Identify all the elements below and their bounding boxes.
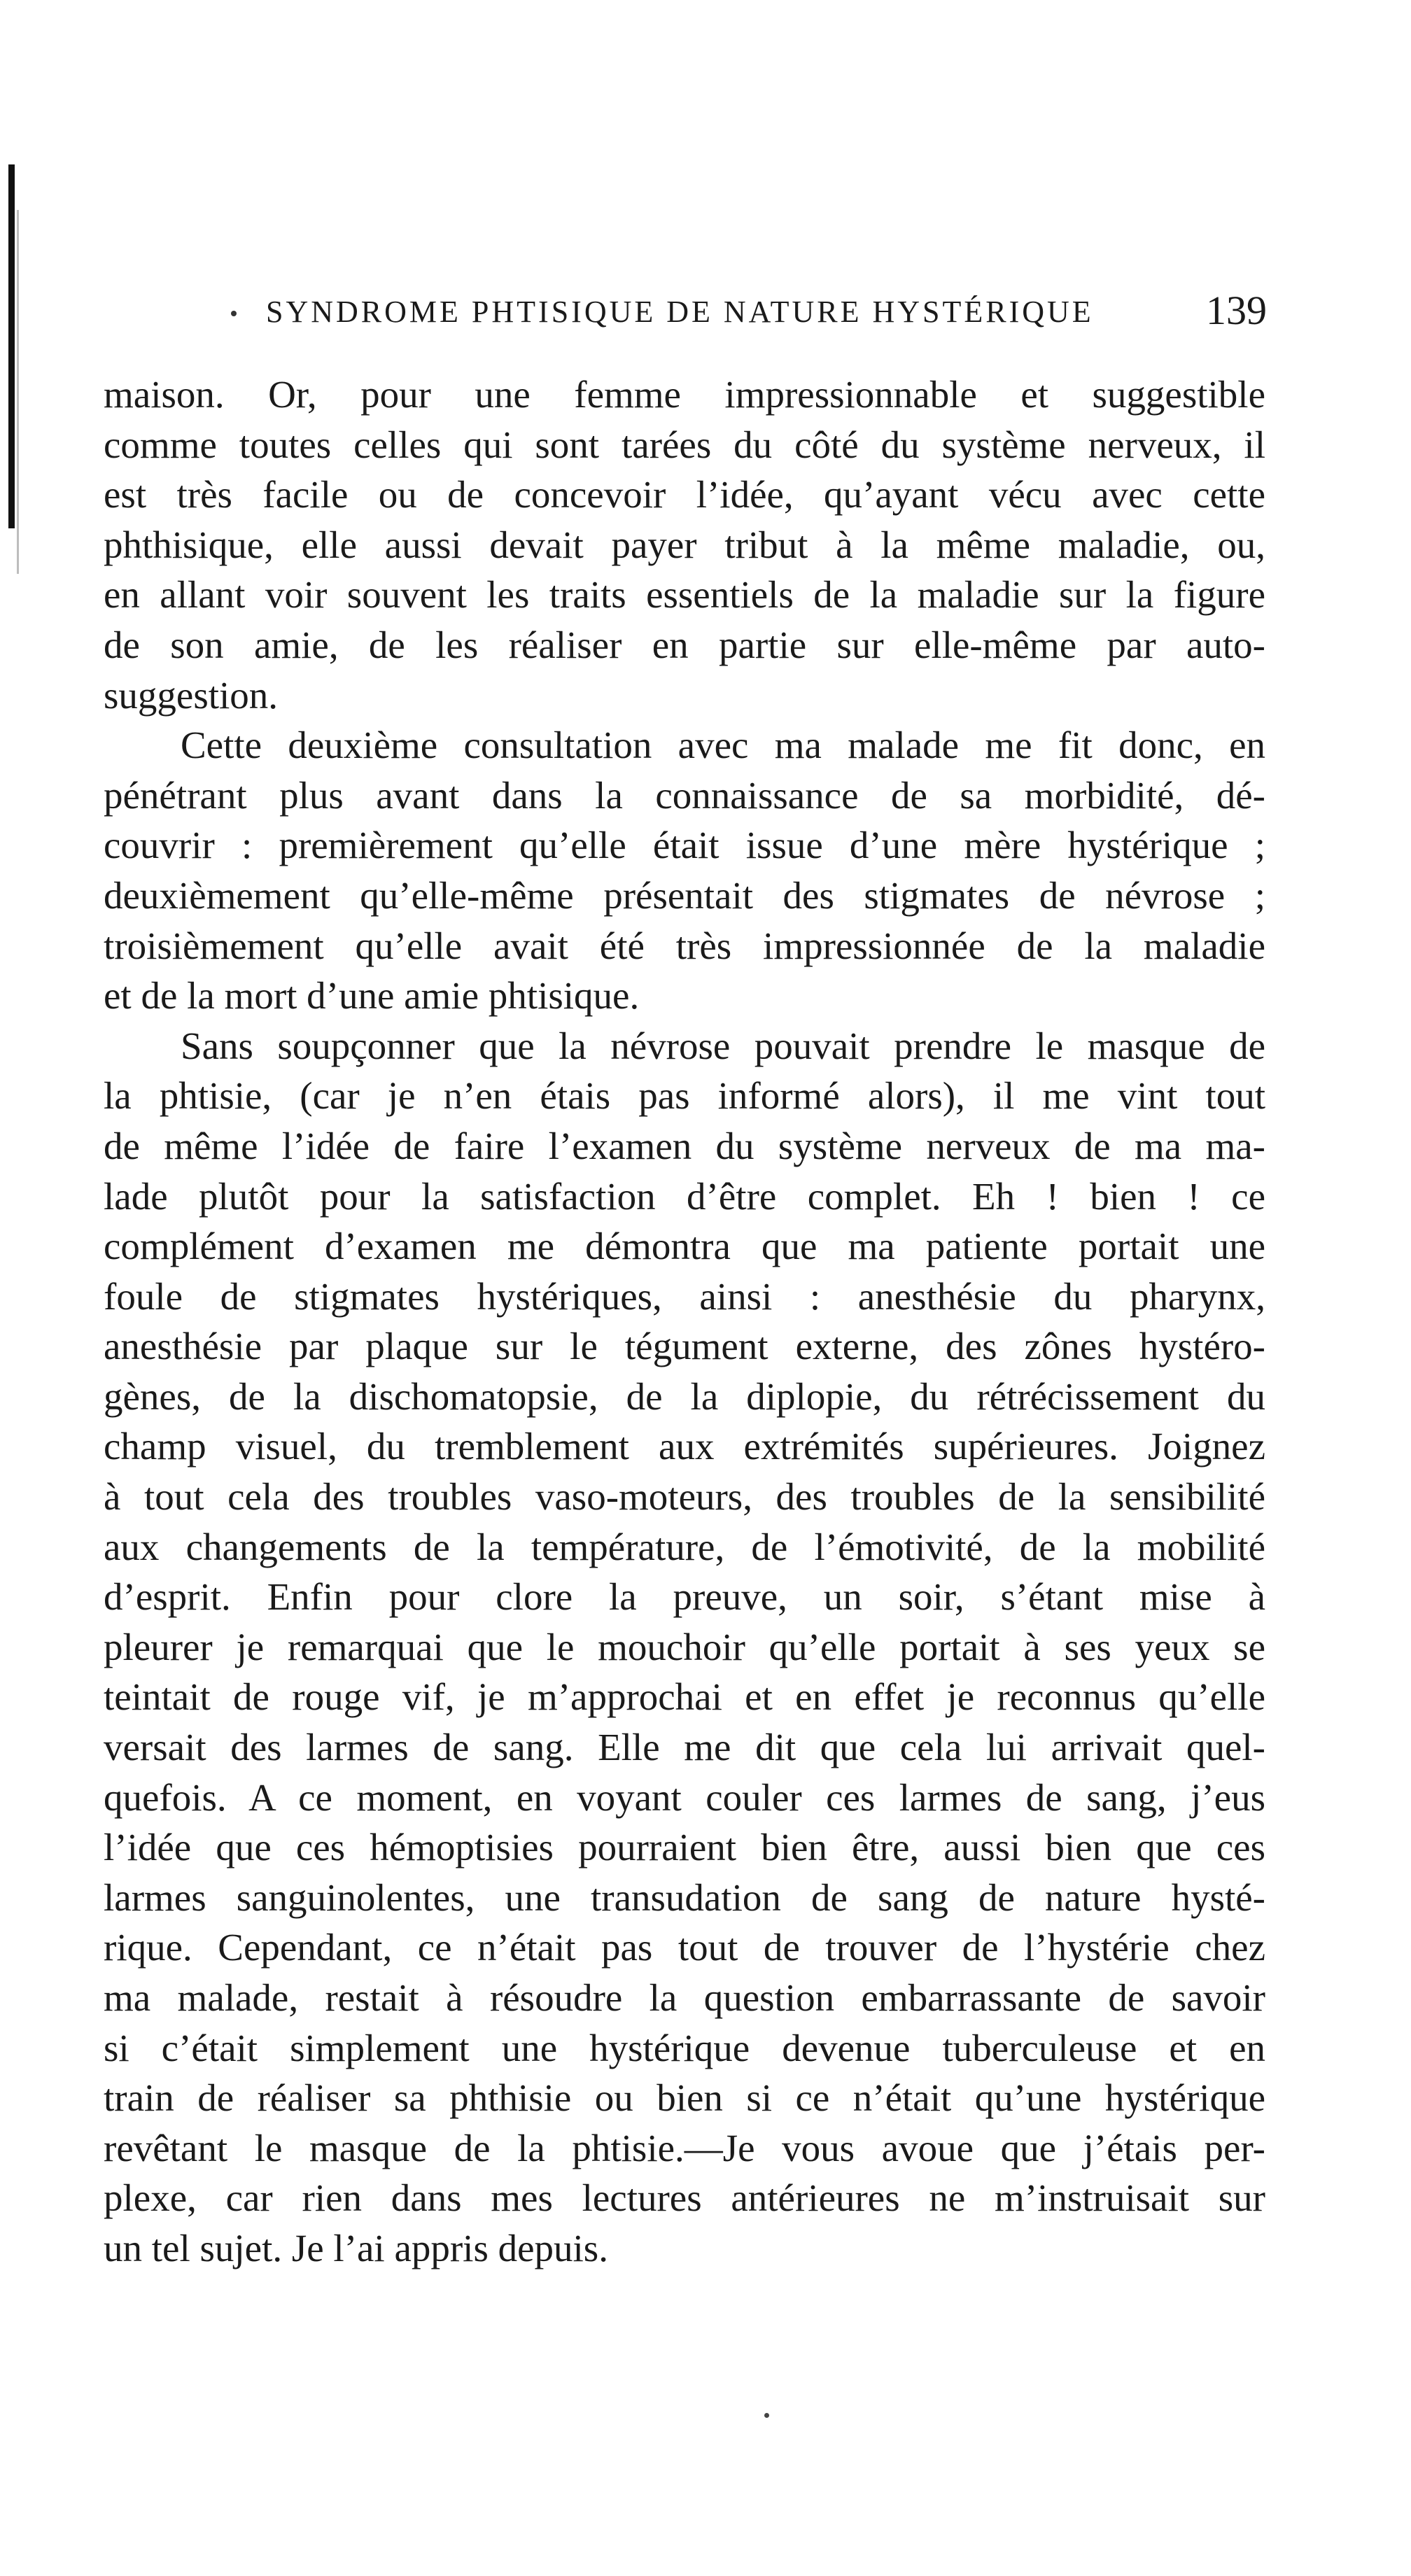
text-line: gènes, de la dischomatopsie, de la diplopie, du rétrécissement du — [104, 1374, 1265, 1418]
text-line: troisièmement qu’elle avait été très impressionnée de la maladie — [104, 924, 1265, 967]
text-line: de son amie, de les réaliser en partie sur elle-même par auto- — [104, 623, 1265, 666]
text-line: Sans soupçonner que la névrose pouvait prendre le masque de — [181, 1024, 1265, 1067]
running-title: SYNDROME PHTISIQUE DE NATURE HYSTÉRIQUE — [266, 295, 1094, 329]
text-line: teintait de rouge vif, je m’approchai et en effet je reconnus qu’elle — [104, 1675, 1265, 1719]
paragraph — [104, 720, 1265, 1021]
text-line: un tel sujet. Je l’ai appris depuis. — [104, 2226, 608, 2269]
header-dot — [231, 311, 237, 316]
margin-scan-shadow — [17, 210, 19, 574]
text-line: couvrir : premièrement qu’elle était issue d’une mère hystérique ; — [104, 824, 1265, 867]
text-line: versait des larmes de sang. Elle me dit que cela lui arrivait quel- — [104, 1726, 1265, 1769]
text-line: maison. Or, pour une femme impressionnable et suggestible — [104, 373, 1265, 416]
body-text — [104, 369, 1265, 2274]
running-header — [231, 286, 1267, 342]
text-line: train de réaliser sa phthisie ou bien si ce n’était qu’une hystérique — [104, 2076, 1265, 2120]
text-line: larmes sanguinolentes, une transudation de sang de nature hysté- — [104, 1875, 1265, 1919]
text-line: Cette deuxième consultation avec ma malade me fit donc, en — [181, 724, 1265, 767]
paragraph — [104, 369, 1265, 720]
text-line: deuxièmement qu’elle-même présentait des stigmates de névrose ; — [104, 873, 1265, 917]
text-line: en allant voir souvent les traits essentiels de la maladie sur la figure — [104, 573, 1265, 617]
text-line: la phtisie, (car je n’en étais pas informé alors), il me vint tout — [104, 1074, 1265, 1118]
text-line: d’esprit. Enfin pour clore la preuve, un soir, s’étant mise à — [104, 1575, 1265, 1619]
page-number: 139 — [1206, 288, 1267, 333]
text-line: anesthésie par plaque sur le tégument externe, des zônes hystéro- — [104, 1325, 1265, 1368]
text-line: aux changements de la température, de l’émotivité, de la mobilité — [104, 1525, 1265, 1568]
text-line: lade plutôt pour la satisfaction d’être complet. Eh ! bien ! ce — [104, 1174, 1265, 1218]
text-line: complément d’examen me démontra que ma patiente portait une — [104, 1225, 1265, 1268]
text-line: rique. Cependant, ce n’était pas tout de trouver de l’hystérie chez — [104, 1926, 1265, 1969]
text-line: foule de stigmates hystériques, ainsi : anesthésie du pharynx, — [104, 1274, 1265, 1318]
text-line: pénétrant plus avant dans la connaissance de sa morbidité, dé- — [104, 773, 1265, 817]
text-line: comme toutes celles qui sont tarées du côté du système nerveux, il — [104, 423, 1265, 466]
text-line: suggestion. — [104, 673, 279, 717]
text-line: l’idée que ces hémoptisies pourraient bien être, aussi bien que ces — [104, 1826, 1265, 1869]
text-line: quefois. A ce moment, en voyant couler ces larmes de sang, j’eus — [104, 1775, 1265, 1819]
text-line: ma malade, restait à résoudre la question embarrassante de savoir — [104, 1976, 1265, 2019]
paragraph — [104, 1021, 1265, 2274]
text-line: est très facile ou de concevoir l’idée, qu’ayant vécu avec cette — [104, 473, 1265, 516]
text-line: champ visuel, du tremblement aux extrémités supérieures. Joignez — [104, 1425, 1265, 1468]
text-line: et de la mort d’une amie phtisique. — [104, 974, 640, 1018]
bottom-speck — [764, 2413, 769, 2418]
text-line: plexe, car rien dans mes lectures antérieures ne m’instruisait sur — [104, 2176, 1265, 2220]
text-line: pleurer je remarquai que le mouchoir qu’elle portait à ses yeux se — [104, 1625, 1265, 1668]
text-line: à tout cela des troubles vaso-moteurs, des troubles de la sensibilité — [104, 1475, 1265, 1519]
text-line: phthisique, elle aussi devait payer tribut à la même maladie, ou, — [104, 523, 1265, 566]
text-line: revêtant le masque de la phtisie.—Je vous avoue que j’étais per- — [104, 2126, 1265, 2169]
text-line: si c’était simplement une hystérique devenue tuberculeuse et en — [104, 2026, 1265, 2069]
text-line: de même l’idée de faire l’examen du système nerveux de ma ma- — [104, 1124, 1265, 1167]
margin-scan-mark — [8, 164, 15, 528]
